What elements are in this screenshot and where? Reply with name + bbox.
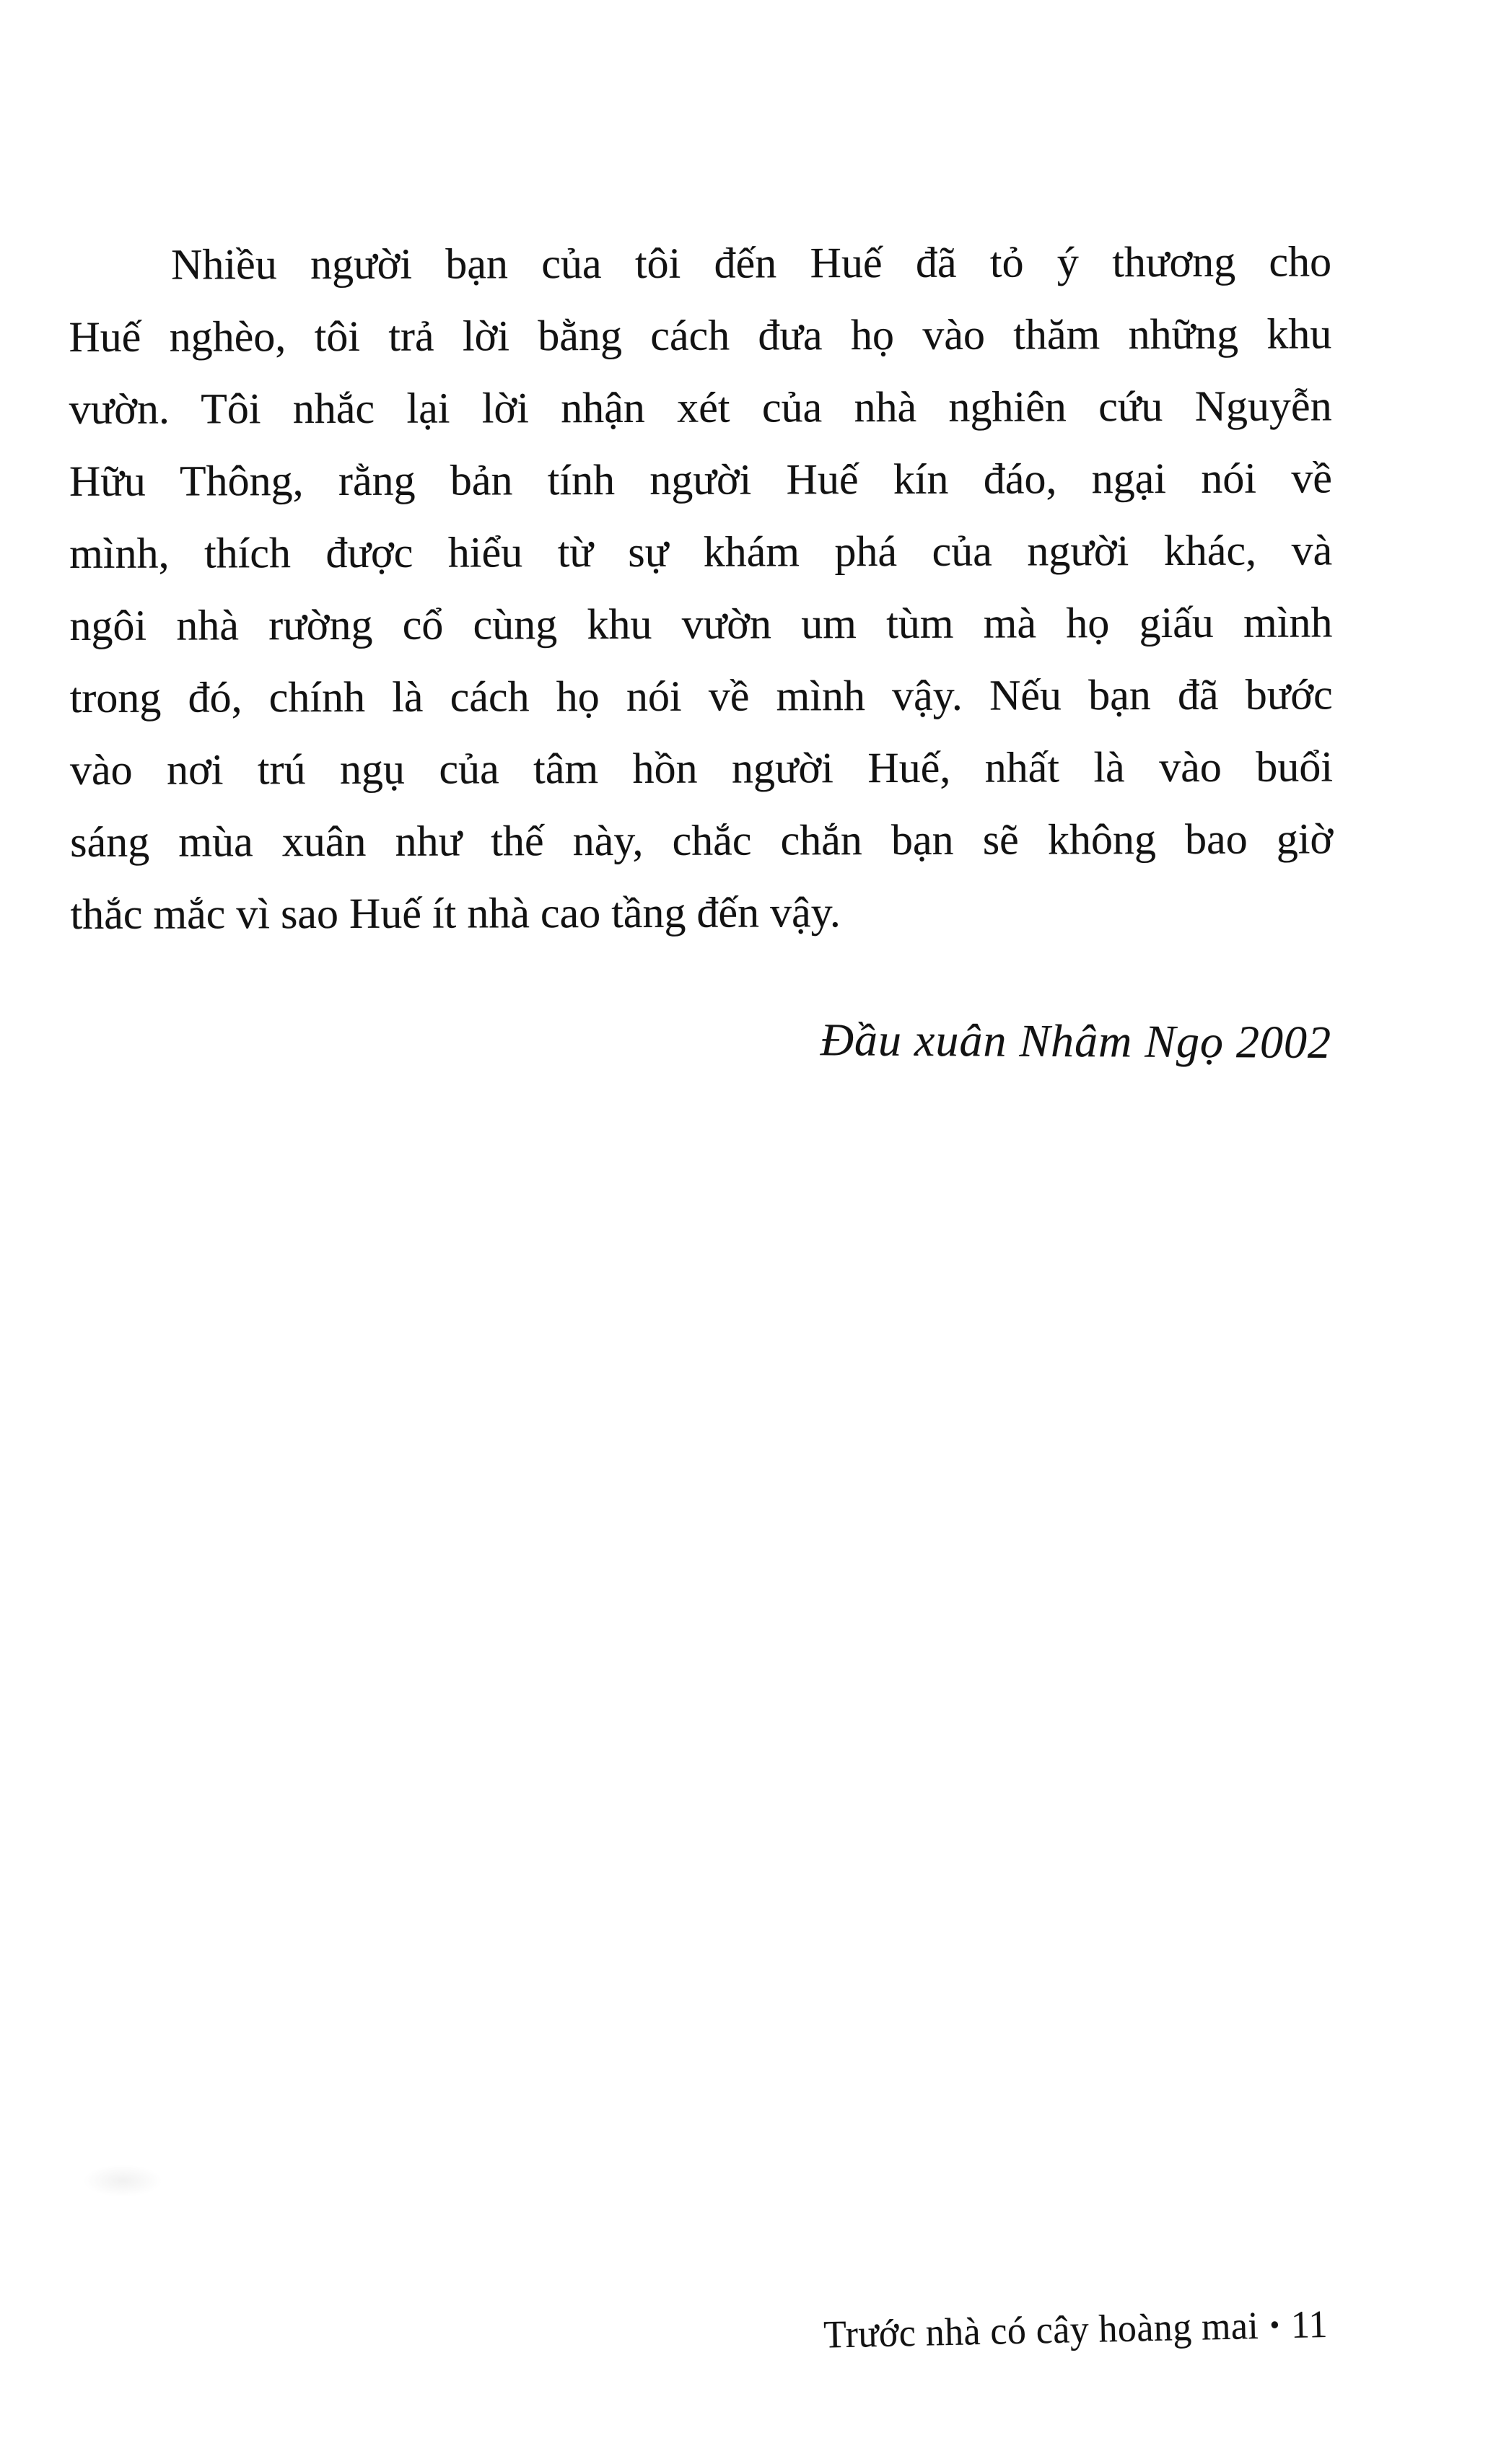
- footer-bullet-separator: •: [1269, 2308, 1281, 2341]
- paragraph-line: thắc mắc vì sao Huế ít nhà cao tầng đến vậy.: [70, 888, 841, 938]
- footer-page-number: 11: [1290, 2302, 1329, 2347]
- paragraph: [69, 225, 1334, 950]
- running-footer: [823, 2302, 1329, 2357]
- paragraph-line: sáng mùa xuân như thế này, chắc chắn bạn sẽ không bao giờ: [70, 815, 1334, 866]
- paragraph-line: vào nơi trú ngụ của tâm hồn người Huế, nhất là vào buổi: [69, 742, 1334, 794]
- footer-book-title: Trước nhà có cây hoàng mai: [823, 2304, 1259, 2356]
- paragraph-line: Nhiều người bạn của tôi đến Huế đã tỏ ý thương cho: [171, 237, 1332, 289]
- paragraph-line: ngôi nhà rường cổ cùng khu vườn um tùm mà họ giấu mình: [69, 598, 1333, 649]
- paragraph-line: Hữu Thông, rằng bản tính người Huế kín đáo, ngại nói về: [69, 454, 1332, 505]
- paragraph-line: Huế nghèo, tôi trả lời bằng cách đưa họ vào thăm những khu: [69, 310, 1332, 361]
- date-signature: Đầu xuân Nhâm Ngọ 2002: [820, 1014, 1331, 1068]
- paragraph-line: vườn. Tôi nhắc lại lời nhận xét của nhà nghiên cứu Nguyễn: [69, 382, 1332, 433]
- paragraph-line: mình, thích được hiểu từ sự khám phá của người khác, và: [69, 526, 1333, 577]
- scan-smudge: [83, 2165, 162, 2197]
- paragraph-line: trong đó, chính là cách họ nói về mình vậy. Nếu bạn đã bước: [69, 670, 1333, 722]
